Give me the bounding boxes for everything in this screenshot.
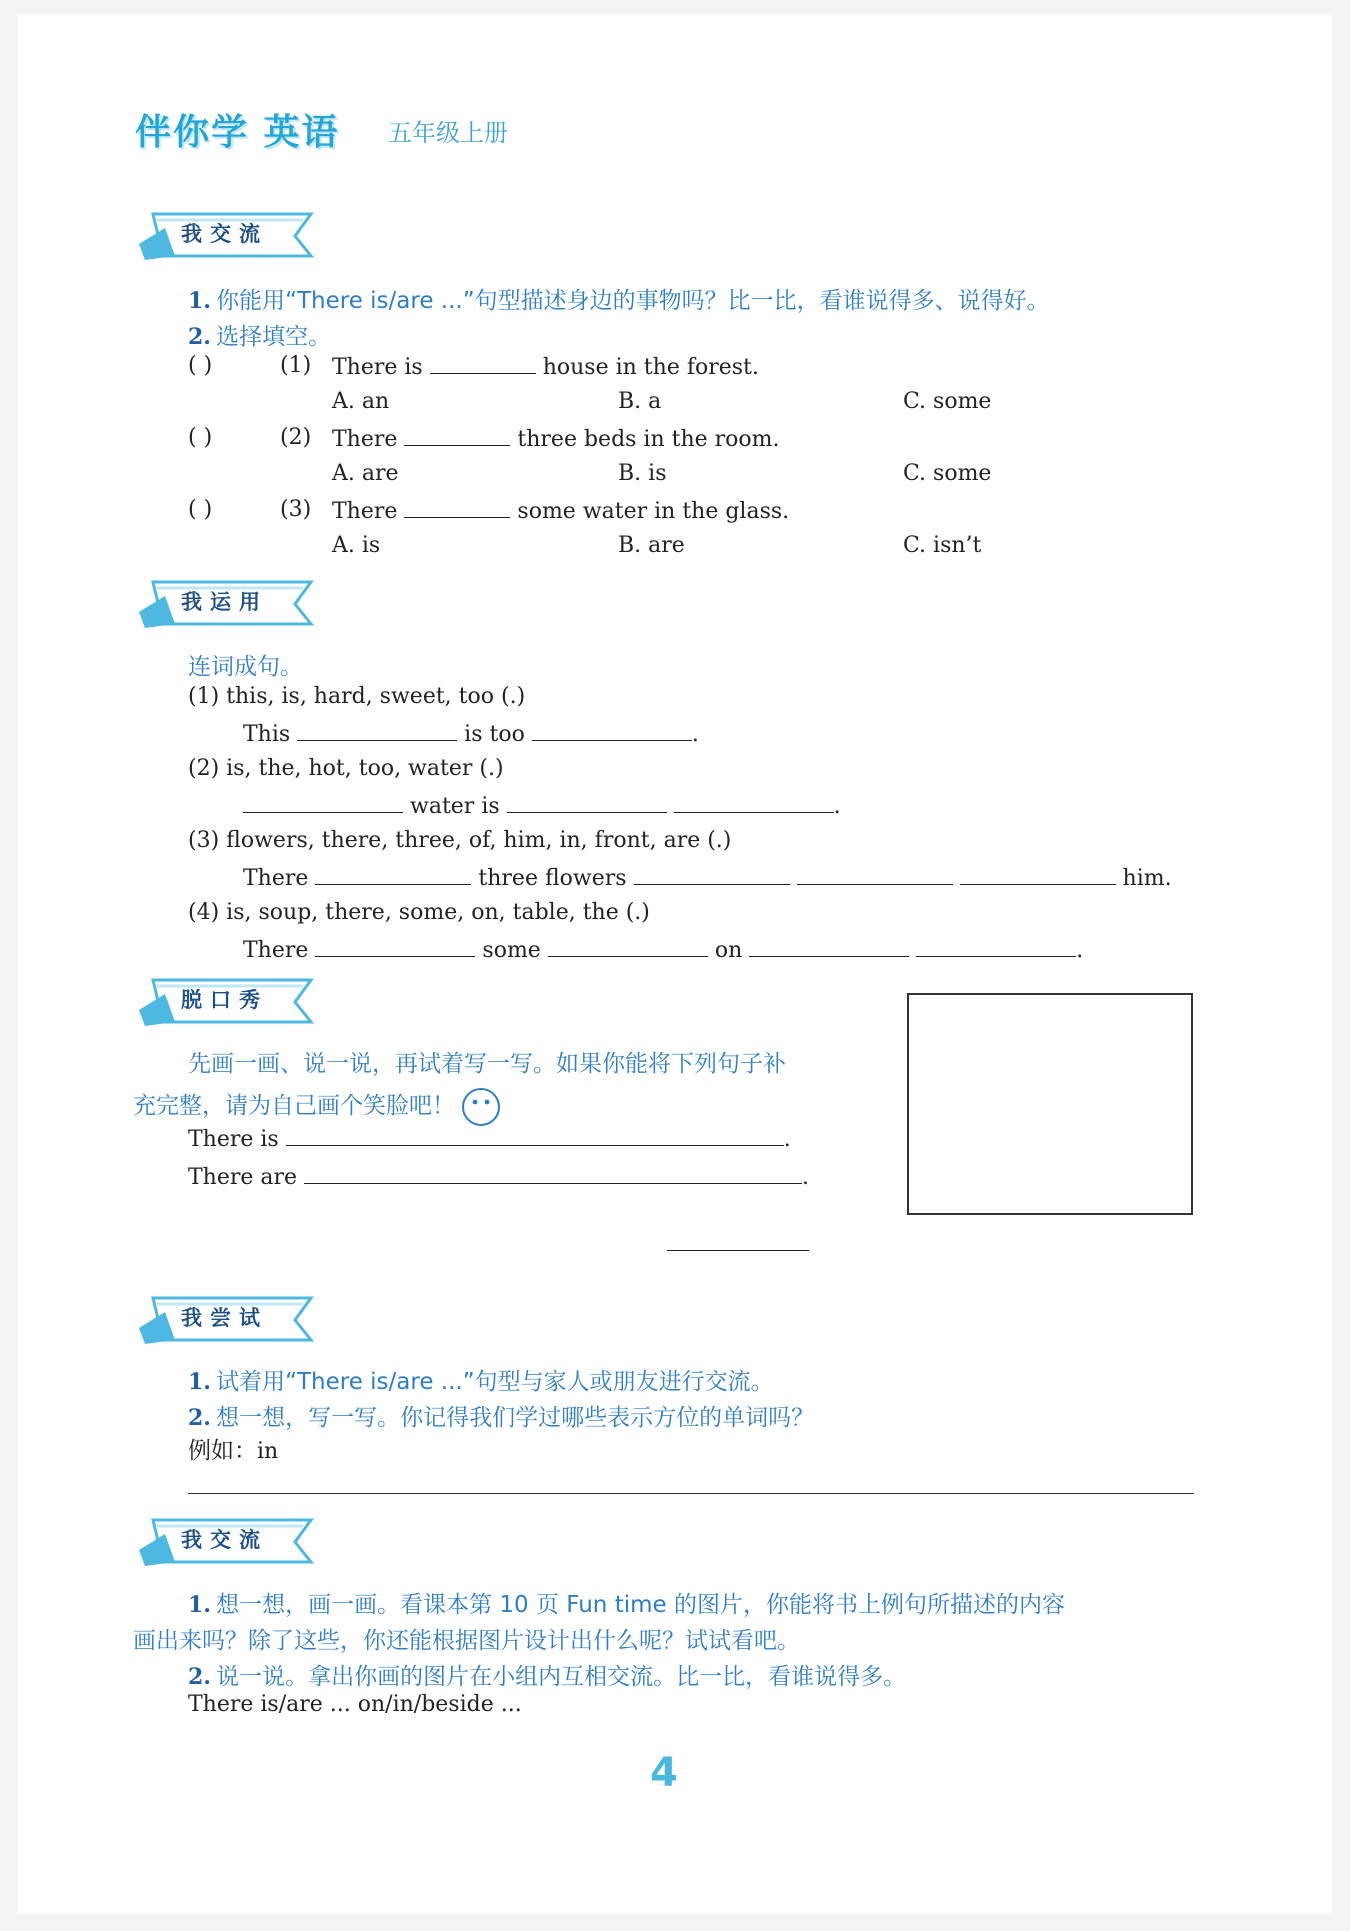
sentence-start: There <box>332 499 398 524</box>
fill-blank[interactable] <box>243 792 403 813</box>
question-text: 说一说。拿出你画的图片在小组内互相交流。比一比，看谁说得多。 <box>216 1664 907 1690</box>
sentence-start: There is <box>188 1127 279 1152</box>
fill-blank[interactable] <box>634 864 790 885</box>
option-c: C. some <box>903 389 992 414</box>
fill-blank[interactable] <box>304 1163 802 1184</box>
sentence-end: house in the forest. <box>542 355 759 380</box>
question-text: 想一想，画一画。看课本第 10 页 Fun time 的图片，你能将书上例句所描述的内容 <box>216 1592 1065 1618</box>
sentence-start: There are <box>188 1165 298 1190</box>
section-banner-2 <box>135 574 325 632</box>
question-text: 你能用“There is/are ...”句型描述身边的事物吗？比一比，看谁说得多、说得好。 <box>216 288 1050 314</box>
sentence-end: three beds in the room. <box>517 427 780 452</box>
instruction-text: 先画一画、说一说，再试着写一写。如果你能将下列句子补 <box>188 1051 786 1077</box>
smiley-face-icon <box>462 1088 500 1126</box>
question-text: 试着用“There is/are ...”句型与家人或朋友进行交流。 <box>216 1369 774 1395</box>
fill-blank[interactable] <box>797 864 953 885</box>
question-number: 1. <box>188 1592 211 1618</box>
option-b: B. is <box>618 461 667 486</box>
option-a: A. an <box>332 389 390 414</box>
sentence-end: some water in the glass. <box>517 499 790 524</box>
option-a: A. is <box>332 533 381 558</box>
fill-blank[interactable] <box>749 936 909 957</box>
section-banner-3 <box>135 972 325 1030</box>
fill-blank[interactable] <box>674 792 834 813</box>
date-label <box>667 1230 809 1257</box>
item-number: (3) <box>280 497 312 522</box>
section-title: 我运用 <box>181 590 268 614</box>
item-number: (1) <box>280 353 312 378</box>
example-label: 例如： <box>188 1438 257 1464</box>
answer-line[interactable] <box>188 1493 1194 1494</box>
instruction-text: 充完整，请为自己画个笑脸吧！ <box>133 1093 455 1119</box>
option-b: B. are <box>618 533 685 558</box>
option-b: B. a <box>618 389 662 414</box>
item-number: (2) <box>188 756 220 781</box>
fill-blank[interactable] <box>507 792 667 813</box>
fill-blank[interactable] <box>315 936 475 957</box>
section-banner-1 <box>135 206 325 264</box>
scrambled-words: is, the, hot, too, water (.) <box>226 756 504 781</box>
date-blank[interactable] <box>667 1232 809 1251</box>
fill-blank[interactable] <box>315 864 471 885</box>
fill-blank[interactable] <box>404 497 510 518</box>
sentence-start: There <box>332 427 398 452</box>
sentence-pattern: There is/are ... on/in/beside ... <box>188 1692 522 1717</box>
item-number: (4) <box>188 900 220 925</box>
question-number: 2. <box>188 1664 211 1690</box>
scrambled-words: flowers, there, three, of, him, in, front, are (.) <box>226 828 732 853</box>
fill-blank[interactable] <box>960 864 1116 885</box>
fill-blank[interactable] <box>404 425 510 446</box>
grade-label: 五年级上册 <box>388 119 508 147</box>
option-c: C. isn’t <box>903 533 982 558</box>
answer-paren[interactable]: ( ) <box>188 425 213 450</box>
question-text: 选择填空。 <box>216 324 332 350</box>
option-a: A. are <box>332 461 399 486</box>
section-title: 我交流 <box>181 222 268 246</box>
book-title: 伴你学 英语 <box>135 104 340 156</box>
sentence-start: There is <box>332 355 423 380</box>
item-number: (3) <box>188 828 220 853</box>
option-c: C. some <box>903 461 992 486</box>
instruction-text: 连词成句。 <box>188 654 303 680</box>
question-number: 2. <box>188 324 211 350</box>
drawing-box[interactable] <box>907 993 1193 1215</box>
fill-blank[interactable] <box>430 353 536 374</box>
example-word: in <box>257 1439 279 1464</box>
scrambled-words: is, soup, there, some, on, table, the (.) <box>226 900 650 925</box>
question-number: 1. <box>188 1369 211 1395</box>
section-banner-4 <box>135 1290 325 1348</box>
question-text: 想一想，写一写。你记得我们学过哪些表示方位的单词吗？ <box>216 1405 815 1431</box>
page-number: 4 <box>650 1750 678 1796</box>
answer-paren[interactable]: ( ) <box>188 353 213 378</box>
item-number: (2) <box>280 425 312 450</box>
section-title: 我交流 <box>181 1528 268 1552</box>
fill-blank[interactable] <box>548 936 708 957</box>
fill-blank[interactable] <box>916 936 1076 957</box>
fill-blank[interactable] <box>532 720 692 741</box>
section-title: 我尝试 <box>181 1306 268 1330</box>
answer-paren[interactable]: ( ) <box>188 497 213 522</box>
section-banner-5 <box>135 1512 325 1570</box>
question-text: 画出来吗？除了这些，你还能根据图片设计出什么呢？试试看吧。 <box>133 1628 800 1654</box>
scrambled-words: this, is, hard, sweet, too (.) <box>226 684 526 709</box>
item-number: (1) <box>188 684 220 709</box>
fill-blank[interactable] <box>286 1125 784 1146</box>
section-title: 脱口秀 <box>181 988 268 1012</box>
question-number: 2. <box>188 1405 211 1431</box>
fill-blank[interactable] <box>297 720 457 741</box>
question-number: 1. <box>188 288 211 314</box>
